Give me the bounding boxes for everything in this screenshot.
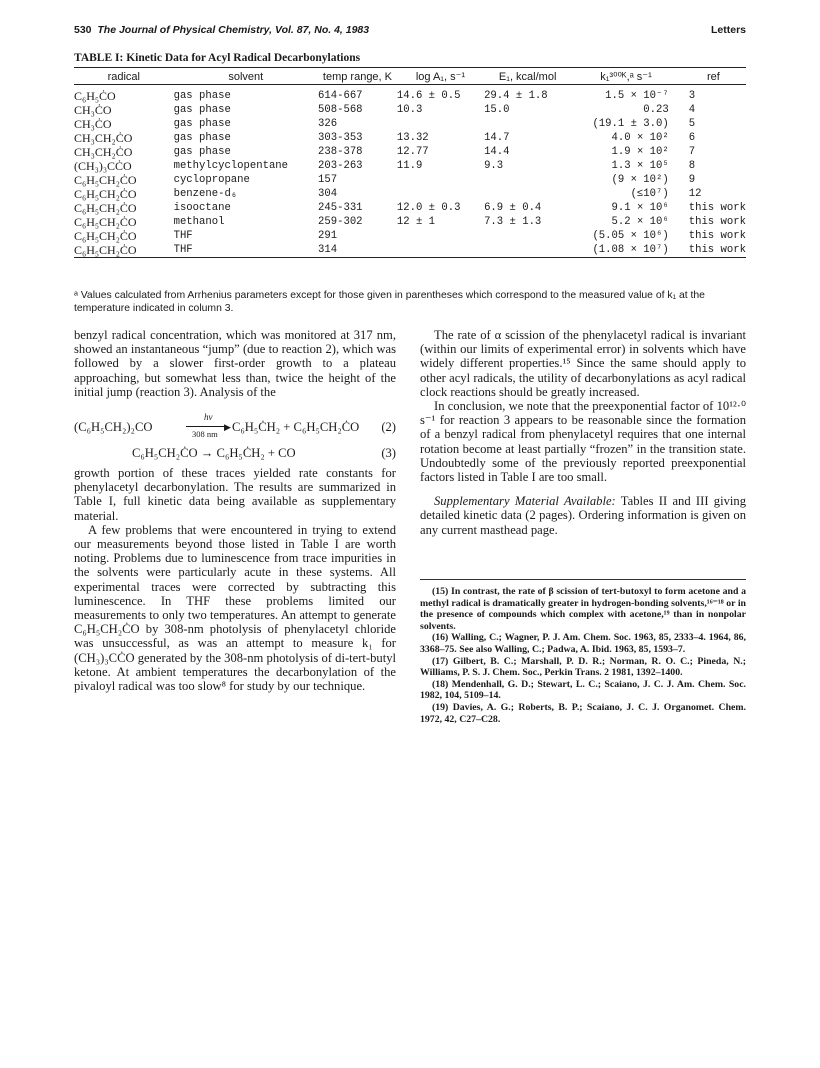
- table-header-row: [74, 68, 746, 85]
- cell-ref: 12: [688, 188, 702, 200]
- cell-ea: [484, 187, 571, 201]
- equation-3-number: (3): [381, 446, 396, 460]
- cell-ea: 14.7: [484, 132, 510, 144]
- cell-k: 1.3 × 10⁵: [611, 160, 669, 172]
- right-paragraph-1: The rate of α scission of the phenylacetyl radical is invariant (within our limits of experimental error) in solvents which have widely different properties.¹⁵ Since the same should apply to other acyl radicals, the utility of decarbonylations as acyl radical clock reactions should be greatly increased.: [420, 328, 746, 399]
- equation-2-products: C₆H₅ĊH₂ + C₆H₅CH₂ĊO: [232, 420, 360, 434]
- right-column: [420, 328, 746, 537]
- cell-ea: [484, 117, 571, 131]
- cell-ea: 9.3: [484, 160, 504, 172]
- photolysis-wavelength: 308 nm: [192, 429, 218, 439]
- cell-temp: 291: [318, 230, 338, 242]
- cell-loga: [397, 229, 484, 243]
- cell-k: (19.1 ± 3.0): [592, 118, 669, 130]
- cell-k: 4.0 × 10²: [611, 132, 669, 144]
- cell-ref: 9: [688, 174, 696, 186]
- cell-k: (1.08 × 10⁷): [571, 243, 680, 258]
- supplementary-material: [420, 494, 746, 537]
- cell-k: (5.05 × 10⁶): [592, 230, 669, 242]
- cell-radical: CH₃ĊO: [74, 103, 112, 117]
- cell-ea: [484, 173, 571, 187]
- table-title: TABLE I: Kinetic Data for Acyl Radical Decarbonylations: [74, 52, 361, 64]
- right-paragraph-2: In conclusion, we note that the preexponential factor of 10¹²·⁰ s⁻¹ for reaction 3 appears to be reasonable since the formation of a benzyl radical from phenylacetyl requires that one internal rotation become at least partially “frozen” in the transition state. Undoubtedly some of the previously reported preexponential factors listed in Table I are too small.: [420, 399, 746, 485]
- cell-radical: C₆H₅CH₂ĊO: [74, 229, 137, 243]
- cell-radical: C₆H₅CH₂ĊO: [74, 187, 137, 201]
- section-label: Letters: [710, 24, 746, 36]
- equation-3-body: C₆H₅CH₂ĊO → C₆H₅ĊH₂ + CO: [132, 446, 296, 460]
- cell-temp: 614-667: [318, 90, 363, 102]
- table-row: [74, 145, 746, 159]
- table-row: [74, 159, 746, 173]
- table-row: [74, 201, 746, 215]
- cell-loga: 14.6 ± 0.5: [396, 90, 461, 102]
- equation-2-number: (2): [381, 420, 396, 434]
- cell-k: 1.9 × 10²: [611, 146, 669, 158]
- cell-k: 1.5 × 10⁻⁷: [605, 90, 669, 102]
- cell-temp: 508-568: [318, 104, 363, 116]
- cell-radical: CH₃ĊO: [74, 117, 112, 131]
- left-column-bottom: [74, 466, 396, 693]
- cell-temp: 304: [318, 188, 338, 200]
- cell-k: (≤10⁷): [630, 188, 669, 200]
- reference-16: (16) Walling, C.; Wagner, P. J. Am. Chem. Soc. 1963, 85, 2333–4. 1964, 86, 3368–75. See also Walling, C.; Padwa, A. Ibid. 1963, 85, 1593–7.: [420, 632, 746, 655]
- cell-ref: 6: [688, 132, 696, 144]
- cell-k: 9.1 × 10⁶: [611, 202, 669, 214]
- cell-solvent: THF: [174, 243, 318, 258]
- cell-radical: C₆H₅CH₂ĊO: [74, 201, 137, 215]
- running-head: [74, 24, 746, 40]
- table-row: [74, 229, 746, 243]
- table-row: [74, 173, 746, 187]
- table-row: [74, 85, 746, 104]
- cell-ref: 5: [688, 118, 696, 130]
- cell-ref: 7: [688, 146, 696, 158]
- cell-solvent: gas phase: [173, 104, 231, 116]
- left-paragraph-1: benzyl radical concentration, which was monitored at 317 nm, showed an instantaneous “jump” (due to reaction 2), which was followed by a slower first-order growth to a plateau approaching, but somewhat less than, twice the height of the initial jump (reaction 3). Analysis of the: [74, 328, 396, 399]
- reference-17: (17) Gilbert, B. C.; Marshall, P. D. R.; Norman, R. O. C.; Pineda, N.; Williams, P. S. J. Chem. Soc., Perkin Trans. 2 1981, 1392–1400.: [420, 655, 746, 679]
- cell-loga: [397, 187, 484, 201]
- supplementary-label: Supplementary Material Available:: [434, 494, 616, 509]
- header-ea: E₁, kcal/mol: [484, 68, 571, 85]
- cell-solvent: methylcyclopentane: [173, 160, 289, 172]
- photolysis-arrow: [186, 412, 231, 440]
- supplementary-text: Tables II and III giving detailed kinetic data (2 pages). Ordering information is given on any current masthead page.: [420, 494, 746, 537]
- reference-19: (19) Davies, A. G.; Roberts, B. P.; Scaiano, J. C. J. Organomet. Chem. 1972, 42, C27–C28.: [420, 701, 746, 725]
- cell-radical: CH₃CH₂ĊO: [74, 131, 133, 145]
- cell-temp: 157: [318, 174, 338, 186]
- cell-k: (9 × 10²): [611, 174, 669, 186]
- cell-ref: this work: [688, 202, 746, 214]
- table-row: [74, 131, 746, 145]
- cell-solvent: gas phase: [173, 132, 231, 144]
- equation-2: [74, 412, 396, 442]
- header-temp: temp range, K: [318, 68, 397, 85]
- table-row: [74, 243, 746, 258]
- journal-citation: The Journal of Physical Chemistry, Vol. 87, No. 4, 1983: [97, 24, 370, 36]
- cell-ea: [484, 229, 571, 243]
- left-paragraph-3: A few problems that were encountered in trying to extend our measurements beyond those listed in Table I are worth noting. Problems due to luminescence from trace impurities in the solvents were particularly acute in these systems. All experimental traces were corrected by subtracting this luminescence. In THF these problems limited our measurements to only two temperatures. An attempt to generate C₆H₅CH₂ĊO by 308-nm photolysis of phenylacetyl chloride was unsuccessful, as was an attempt to measure k₁ for (CH₃)₃CĊO generated by the 308-nm photolysis of di-tert-butyl ketone. At ambient temperatures the decarbonylation of the pivaloyl radical was too slow⁸ for study by our technique.: [74, 522, 396, 694]
- cell-ea: 7.3 ± 1.3: [484, 216, 542, 228]
- header-solvent: solvent: [174, 68, 318, 85]
- cell-loga: [397, 173, 484, 187]
- table-body: [74, 85, 746, 258]
- cell-loga: 12.0 ± 0.3: [396, 202, 461, 214]
- cell-solvent: gas phase: [173, 118, 231, 130]
- cell-solvent: gas phase: [173, 90, 231, 102]
- cell-radical: C₆H₅ĊO: [74, 89, 116, 103]
- arrow-head-icon: ▶: [224, 422, 231, 432]
- cell-radical: C₆H₅CH₂ĊO: [74, 173, 137, 187]
- cell-ref: this work: [688, 230, 746, 242]
- cell-ea: 6.9 ± 0.4: [484, 202, 542, 214]
- cell-loga: 12.77: [396, 146, 429, 158]
- cell-k: 0.23: [643, 104, 669, 116]
- table-row: [74, 187, 746, 201]
- cell-solvent: methanol: [173, 216, 225, 228]
- cell-solvent: isooctane: [173, 202, 231, 214]
- equation-2-reactant: (C₆H₅CH₂)₂CO: [74, 420, 153, 434]
- cell-ref: 3: [688, 90, 696, 102]
- equation-3: [74, 446, 396, 462]
- table-row: [74, 117, 746, 131]
- left-paragraph-2: growth portion of these traces yielded rate constants for phenylacetyl decarbonylation. The results are summarized in Table I, full kinetic data being available as supplementary material.: [74, 466, 396, 523]
- cell-loga: 10.3: [396, 104, 423, 116]
- cell-ref: 8: [688, 160, 696, 172]
- left-column-top: [74, 328, 396, 399]
- cell-temp: 203-263: [318, 160, 363, 172]
- cell-temp: 314: [318, 243, 397, 258]
- cell-ea: 29.4 ± 1.8: [484, 90, 548, 102]
- page-number: 530: [74, 24, 92, 36]
- cell-temp: 303-353: [318, 132, 363, 144]
- cell-solvent: benzene-d₆: [173, 188, 238, 200]
- header-radical: radical: [74, 68, 174, 85]
- cell-k: 5.2 × 10⁶: [611, 216, 669, 228]
- cell-temp: 326: [318, 118, 338, 130]
- cell-loga: 11.9: [396, 160, 423, 172]
- cell-radical: CH₃CH₂ĊO: [74, 145, 133, 159]
- header-loga: log A₁, s⁻¹: [397, 68, 484, 85]
- cell-loga: [397, 117, 484, 131]
- cell-loga: 13.32: [396, 132, 429, 144]
- cell-ea: 15.0: [484, 104, 510, 116]
- table-row: [74, 103, 746, 117]
- reference-18: (18) Mendenhall, G. D.; Stewart, L. C.; Scaiano, J. C. J. Am. Chem. Soc. 1982, 104, 5109–14.: [420, 678, 746, 702]
- cell-temp: 259-302: [318, 216, 363, 228]
- cell-ref: this work: [688, 216, 746, 228]
- cell-radical: C₆H₅CH₂ĊO: [74, 215, 137, 229]
- cell-ea: [484, 243, 571, 258]
- photolysis-hv-label: hν: [204, 412, 213, 422]
- cell-radical: (CH₃)₃CĊO: [74, 159, 132, 173]
- cell-ref: this work: [681, 243, 746, 258]
- references: [420, 579, 746, 725]
- arrow-shaft: [186, 426, 228, 427]
- cell-solvent: gas phase: [173, 146, 231, 158]
- cell-temp: 245-331: [318, 202, 363, 214]
- cell-temp: 238-378: [318, 146, 363, 158]
- table-footnote: ᵃ Values calculated from Arrhenius parameters except for those given in parentheses which correspond to the measured value of k₁ at the temperature indicated in column 3.: [74, 290, 705, 314]
- cell-loga: 12 ± 1: [396, 216, 436, 228]
- cell-ref: 4: [688, 104, 696, 116]
- header-k: k₁³⁰⁰ᴷ,ᵃ s⁻¹: [571, 68, 680, 85]
- reference-15: (15) In contrast, the rate of β scission of tert-butoxyl to form acetone and a methyl radical is dramatically greater in hydrogen-bonding solvents,¹⁶⁻¹⁸ or in the presence of compounds which complex with acetone,¹⁹ than in nonpolar solvents.: [420, 586, 746, 632]
- kinetic-data-table: [74, 67, 746, 258]
- cell-radical: C₆H₅CH₂ĊO: [74, 243, 174, 258]
- table-row: [74, 215, 746, 229]
- cell-solvent: cyclopropane: [173, 174, 250, 186]
- header-ref: ref: [681, 68, 746, 85]
- running-head-left: [74, 24, 369, 36]
- cell-solvent: THF: [173, 230, 193, 242]
- cell-ea: 14.4: [484, 146, 510, 158]
- cell-loga: [397, 243, 484, 258]
